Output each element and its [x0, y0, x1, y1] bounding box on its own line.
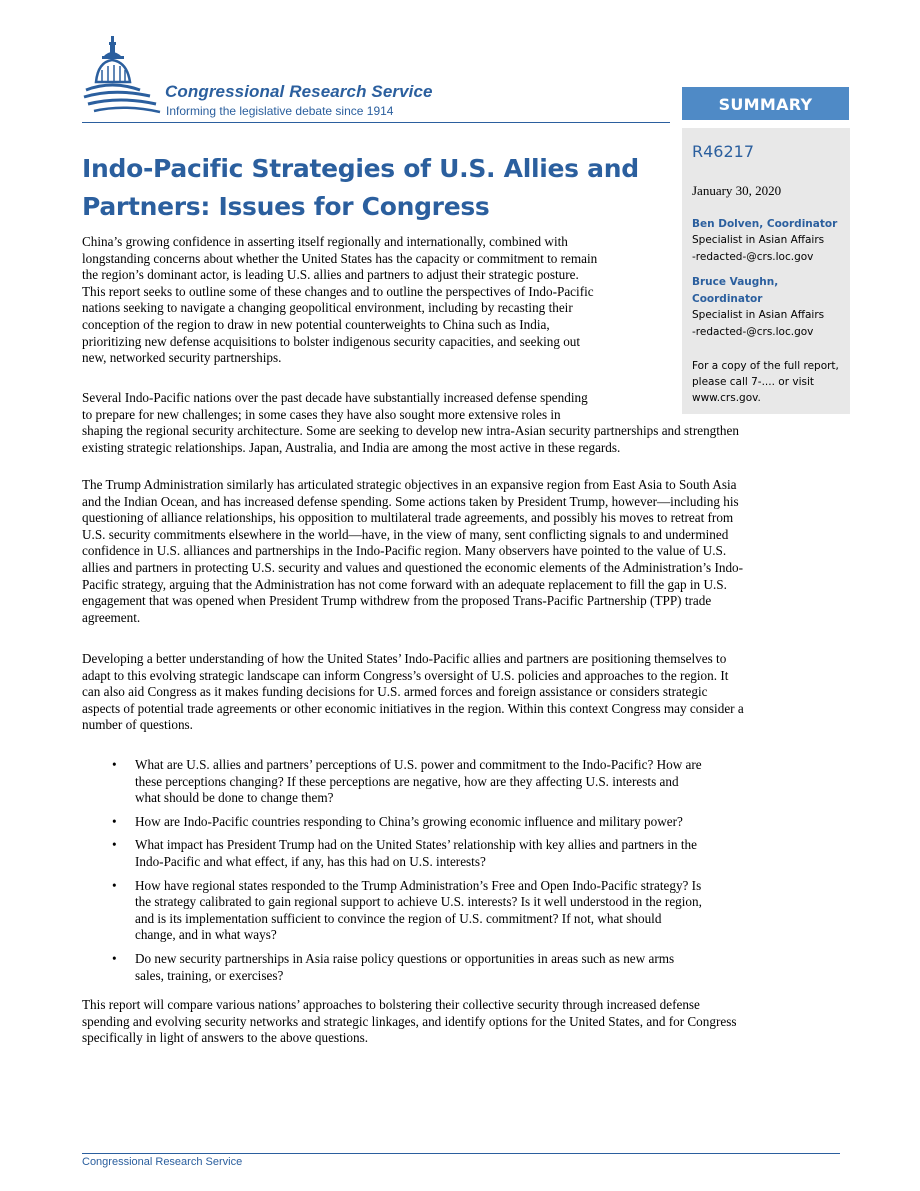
list-item-line: What are U.S. allies and partners’ perceptions of U.S. power and commitment to the Indo-Pacific? How are — [135, 757, 702, 772]
copy-note-link[interactable]: www.crs.gov. — [692, 392, 761, 404]
paragraph-line: questioning of alliance relationships, his opposition to multilateral trade agreements, and possibly his moves to retreat from — [82, 510, 734, 526]
paragraph-line: Developing a better understanding of how the United States’ Indo-Pacific allies and partners are positioning themselves to — [82, 651, 727, 666]
paragraph-line: new, networked security partnerships. — [82, 350, 282, 366]
bullet-icon: • — [112, 837, 117, 853]
paragraph-line: aspects of potential trade agreements or other economic initiatives in the region. Within this context Congress may consider a — [82, 700, 744, 716]
list-item-line: sales, training, or exercises? — [135, 967, 284, 983]
page-title — [82, 150, 682, 226]
paragraph-line: This report will compare various nations’ approaches to bolstering their collective security through increased defense — [82, 997, 700, 1012]
list-item-line: these perceptions changing? If these perceptions are negative, how are they affecting U.S. interests and — [135, 773, 679, 789]
bullet-icon: • — [112, 757, 117, 772]
summary-heading: SUMMARY — [682, 87, 849, 120]
org-tagline: Informing the legislative debate since 1914 — [166, 104, 394, 118]
title-line: Partners: Issues for Congress — [82, 192, 490, 221]
list-item — [82, 878, 782, 944]
footer-rule — [82, 1153, 840, 1154]
list-item-line: Do new security partnerships in Asia raise policy questions or opportunities in areas such as new arms — [135, 950, 675, 966]
paragraph — [82, 234, 597, 367]
author-email[interactable]: -redacted-@crs.loc.gov — [692, 326, 814, 338]
paragraph-line: Pacific strategy, arguing that the Administration has not come forward with an adequate replacement to fill the gap in U.S. — [82, 576, 727, 592]
author-name: Bruce Vaughn, — [692, 276, 779, 288]
list-item — [82, 837, 782, 870]
summary-sidebar — [682, 128, 850, 414]
report-date: January 30, 2020 — [692, 183, 782, 198]
paragraph-line: specifically in light of answers to the above questions. — [82, 1030, 369, 1046]
paragraph-line: shaping the regional security architecture. Some are seeking to develop new intra-Asian security partnerships and strengthen — [82, 423, 739, 439]
paragraph-line: longstanding concerns about whether the United States has the capacity or commitment to remain — [82, 250, 598, 266]
list-item — [82, 757, 782, 807]
capitol-dome-icon — [80, 34, 162, 124]
list-item-line: Indo-Pacific and what effect, if any, has this had on U.S. interests? — [135, 853, 486, 869]
header-rule — [82, 122, 670, 123]
question-list — [82, 757, 782, 991]
author-name: Coordinator — [692, 293, 763, 305]
paragraph-line: prioritizing new defense acquisitions to bolster indigenous security capacities, and seeking out — [82, 333, 581, 349]
paragraph-line: allies and partners in protecting U.S. security and values and questioned the economic elements of the Administration’s Indo- — [82, 559, 744, 575]
paragraph-line: Several Indo-Pacific nations over the past decade have substantially increased defense spending — [82, 390, 588, 405]
crs-logo — [80, 34, 680, 124]
paragraph — [82, 651, 744, 734]
paragraph-line: The Trump Administration similarly has articulated strategic objectives in an expansive region from East Asia to South Asia — [82, 477, 737, 492]
paragraph-line: U.S. security commitments elsewhere in the world—have, in the view of many, sent conflicting signals to and undermined — [82, 526, 729, 542]
author-title: Specialist in Asian Affairs — [692, 309, 825, 321]
org-name: Congressional Research Service — [165, 82, 433, 101]
paragraph — [82, 997, 736, 1047]
paragraph-line: China’s growing confidence in asserting itself regionally and internationally, combined with — [82, 234, 568, 249]
author-email[interactable]: -redacted-@crs.loc.gov — [692, 251, 814, 263]
bullet-icon: • — [112, 877, 117, 893]
author-title: Specialist in Asian Affairs — [692, 234, 825, 246]
list-item-line: and is its implementation sufficient to convince the region of U.S. commitment? If not, what should — [135, 910, 662, 926]
footer-text: Congressional Research Service — [82, 1156, 243, 1168]
paragraph — [82, 477, 743, 626]
list-item — [82, 814, 782, 831]
paragraph-line: spending and evolving security networks and strategic linkages, and identify options for the United States, and for Congress — [82, 1013, 737, 1029]
author-name: Ben Dolven, Coordinator — [692, 218, 838, 230]
list-item-line: How are Indo-Pacific countries responding to China’s growing economic influence and military power? — [135, 813, 683, 829]
paragraph-line: the region’s dominant actor, is leading U.S. allies and partners to adjust their strategic posture. — [82, 267, 579, 283]
paragraph-line: number of questions. — [82, 717, 193, 733]
paragraph-line: conception of the region to draw in new potential counterweights to China such as India, — [82, 316, 550, 332]
paragraph-line: confidence in U.S. alliances and partnerships in the Indo-Pacific region. Many observers have pointed to the value of U.S. — [82, 543, 727, 559]
paragraph-line: existing strategic relationships. Japan, Australia, and India are among the most active in these regards. — [82, 439, 621, 455]
list-item — [82, 951, 782, 984]
paragraph-line: This report seeks to outline some of these changes and to outline the perspectives of Indo-Pacific — [82, 283, 594, 299]
paragraph-line: to prepare for new challenges; in some cases they have also sought more extensive roles in — [82, 406, 561, 422]
list-item-line: change, and in what ways? — [135, 927, 277, 943]
paragraph-line: engagement that was opened when President Trump withdrew from the proposed Trans-Pacific Partnership (TPP) trade — [82, 593, 712, 609]
title-line: Indo-Pacific Strategies of U.S. Allies and — [82, 154, 639, 183]
paragraph-line: nations seeking to navigate a changing geopolitical environment, including by recasting their — [82, 300, 573, 316]
bullet-icon: • — [112, 950, 117, 966]
list-item-line: the strategy calibrated to gain regional support to achieve U.S. interests? Is it well understood in the region, — [135, 894, 702, 910]
copy-note: please call 7-.... or visit — [692, 376, 814, 388]
report-number: R46217 — [692, 142, 755, 161]
paragraph-line: adapt to this evolving strategic landscape can inform Congress’s oversight of U.S. policies and approaches to the region. It — [82, 667, 729, 683]
list-item-line: What impact has President Trump had on the United States’ relationship with key allies and partners in the — [135, 837, 697, 853]
list-item-line: How have regional states responded to the Trump Administration’s Free and Open Indo-Pacific strategy? Is — [135, 877, 702, 893]
paragraph-line: can also aid Congress as it makes funding decisions for U.S. armed forces and foreign assistance or considers strategic — [82, 684, 708, 700]
bullet-icon: • — [112, 813, 117, 829]
paragraph-line: agreement. — [82, 609, 141, 625]
copy-note: For a copy of the full report, — [692, 360, 839, 372]
list-item-line: what should be done to change them? — [135, 790, 334, 806]
paragraph-line: and the Indian Ocean, and has increased defense spending. Some actions taken by President Trump, however—including his — [82, 493, 739, 509]
paragraph — [82, 390, 739, 456]
